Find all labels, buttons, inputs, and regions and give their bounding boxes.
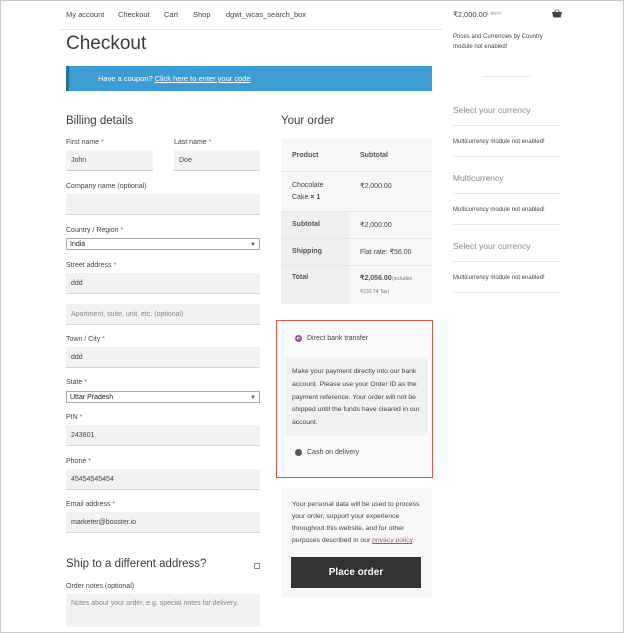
phone-label: Phone * — [66, 458, 91, 465]
street-field[interactable]: ddd — [66, 273, 260, 294]
sidebar-heading-currency-2: Select your currency — [453, 241, 531, 251]
first-name-label: First name * — [66, 139, 104, 146]
row-divider — [281, 211, 432, 212]
row-divider — [281, 171, 432, 172]
sidebar-divider — [453, 156, 560, 157]
total-value: ₹2,056.00 — [360, 275, 392, 282]
town-field[interactable]: ddd — [66, 347, 260, 368]
sidebar-heading-currency: Select your currency — [453, 105, 531, 115]
coupon-text: Have a coupon? — [98, 74, 153, 83]
ship-different-heading: Ship to a different address? — [66, 558, 207, 570]
chevron-down-icon: ▼ — [250, 242, 256, 248]
subtotal-label: Subtotal — [292, 221, 320, 228]
town-label: Town / City * — [66, 336, 105, 343]
order-heading: Your order — [281, 115, 335, 127]
cart-total[interactable]: ₹2,000.00 — [453, 10, 487, 19]
coupon-notice — [66, 66, 432, 91]
pin-field[interactable]: 243601 — [66, 425, 260, 446]
page-title: Checkout — [66, 33, 147, 54]
shipping-label: Shipping — [292, 248, 322, 255]
nav-search-box[interactable]: dgwt_wcas_search_box — [226, 10, 307, 19]
col-product: Product — [292, 152, 319, 159]
cart-item-count[interactable]: 1 item — [486, 11, 501, 17]
state-select[interactable]: Uttar Pradesh ▼ — [66, 391, 260, 403]
basket-icon[interactable] — [552, 9, 562, 18]
row-divider — [281, 238, 432, 239]
item-price: ₹2,000.00 — [360, 183, 392, 190]
street-label: Street address * — [66, 262, 117, 269]
cod-radio[interactable] — [295, 449, 302, 456]
place-order-button[interactable]: Place order — [291, 557, 421, 588]
bank-transfer-radio[interactable] — [295, 335, 302, 342]
privacy-policy-link[interactable]: privacy policy — [372, 537, 413, 544]
sidebar-divider — [453, 261, 560, 262]
shipping-value: Flat rate: ₹56.00 — [360, 249, 412, 256]
sidebar-divider — [453, 193, 560, 194]
nav-shop[interactable]: Shop — [193, 10, 211, 19]
ship-different-checkbox[interactable] — [254, 563, 260, 569]
first-name-field[interactable]: John — [66, 150, 153, 171]
item-name: Chocolate — [292, 182, 324, 189]
cod-label[interactable]: Cash on delivery — [307, 449, 360, 456]
total-includes: (includes — [392, 276, 413, 282]
chevron-down-icon: ▼ — [250, 395, 256, 401]
sidebar-text-3: Multicurrency module not enabled! — [453, 275, 545, 281]
company-field[interactable] — [66, 194, 260, 215]
last-name-field[interactable]: Doe — [174, 150, 260, 171]
country-select[interactable]: India ▼ — [66, 238, 260, 250]
sidebar-text-2: Multicurrency module not enabled! — [453, 207, 545, 213]
email-field[interactable]: marketer@booster.io — [66, 512, 260, 533]
sidebar-text-1: Multicurrency module not enabled! — [453, 139, 545, 145]
pin-label: PIN * — [66, 414, 83, 421]
state-label: State * — [66, 379, 88, 386]
nav-my-account[interactable]: My account — [66, 10, 105, 19]
bank-transfer-description: Make your payment directly into our bank account. Please use your Order ID as the payment reference. Your order will not be shipped until the funds have cleared in our account. — [292, 368, 420, 427]
subtotal-value: ₹2,000.00 — [360, 222, 392, 229]
total-tax: ₹233.74 Tax) — [360, 289, 390, 295]
last-name-label: Last name * — [174, 139, 212, 146]
sidebar-divider — [453, 292, 560, 293]
order-notes-field[interactable]: Notes about your order, e.g. special notes for delivery. — [66, 594, 260, 627]
nav-checkout[interactable]: Checkout — [118, 10, 150, 19]
col-subtotal: Subtotal — [360, 152, 388, 159]
total-label: Total — [292, 274, 309, 281]
company-label: Company name (optional) — [66, 183, 147, 190]
order-notes-label: Order notes (optional) — [66, 583, 135, 590]
billing-heading: Billing details — [66, 115, 134, 127]
apartment-field[interactable]: Apartment, suite, unit, etc. (optional) — [66, 304, 260, 325]
nav-divider — [60, 29, 442, 30]
sidebar-notice: Prices and Currencies by Country module not enabled! — [453, 34, 543, 50]
bank-transfer-label[interactable]: Direct bank transfer — [307, 335, 369, 342]
privacy-text: Your personal data will be used to process your order, support your experience throughout this website, and for other purposes described in our privacy policy. — [292, 501, 420, 544]
phone-field[interactable]: 45454545454 — [66, 469, 260, 490]
email-label: Email address * — [66, 501, 116, 508]
country-label: Country / Region * — [66, 227, 124, 234]
item-name-qty: Cake × 1 — [292, 194, 321, 201]
coupon-link[interactable]: Click here to enter your code — [154, 74, 251, 83]
sidebar-divider — [453, 125, 560, 126]
nav-cart[interactable]: Cart — [164, 10, 179, 19]
sidebar-heading-multicurrency: Multicurrency — [453, 173, 504, 183]
sidebar-divider — [484, 76, 530, 77]
row-divider — [281, 265, 432, 266]
sidebar-divider — [453, 224, 560, 225]
